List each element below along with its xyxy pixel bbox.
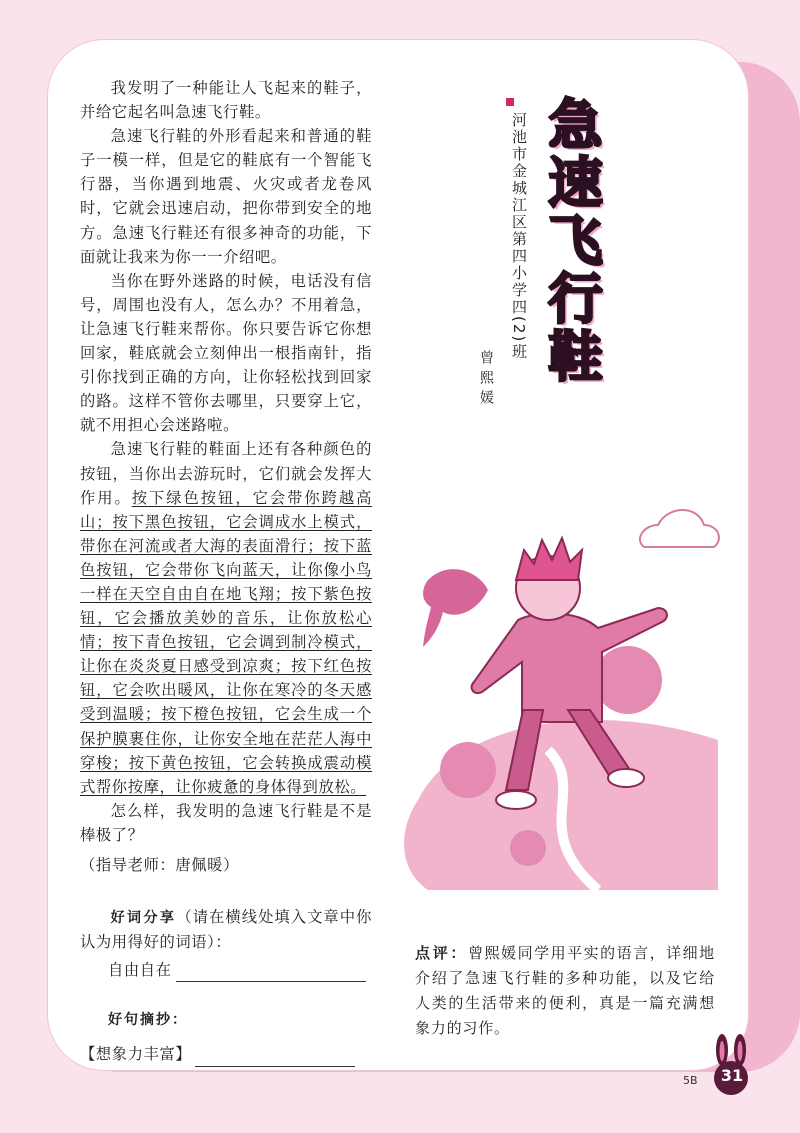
paragraph-3: 当你在野外迷路的时候，电话没有信号，周围也没有人，怎么办？不用着急，让急速飞行鞋来帮你。你只要告诉它你想回家，鞋底就会立刻伸出一根指南针，指引你找到正确的方向，让你轻松找到回家的路。这样不管你去哪里，只要穿上它，就不用担心会迷路啦。 xyxy=(80,271,372,435)
magazine-logo: 5B xyxy=(683,1074,698,1087)
article-body xyxy=(80,76,372,1067)
shoe-right xyxy=(608,769,644,787)
sentence-blank-line[interactable] xyxy=(195,1048,355,1067)
article-title: 急速飞行鞋 xyxy=(540,96,603,386)
word-share-section xyxy=(80,905,372,982)
bush-right xyxy=(594,646,662,714)
paragraph-5: 怎么样，我发明的急速飞行鞋是不是棒极了？ xyxy=(80,801,372,844)
comment-text: 曾熙媛同学用平实的语言，详细地介绍了急速飞行鞋的多种功能，以及它给人类的生活带来的便利，真是一篇充满想象力的习作。 xyxy=(415,944,715,1037)
underlined-passage: 按下绿色按钮，它会带你跨越高山；按下黑色按钮，它会调成水上模式，带你在河流或者大海的表面滑行；按下蓝色按钮，它会带你飞向蓝天，让你像小鸟一样在天空自由自在地飞翔；按下紫色按钮，它会播放美妙的音乐，让你放松心情；按下青色按钮，它会调到制冷模式，让你在炎炎夏日感受到凉爽；按下红色按钮，它会吹出暖风，让你在寒冷的冬天感受到温暖；按下橙色按钮，它会生成一个保护膜裹住你，让你安全地在茫茫人海中穿梭；按下黄色按钮，它会转换成震动模式帮你按摩，让你疲惫的身体得到放松。 xyxy=(80,488,372,796)
boy-hair xyxy=(516,538,582,580)
paragraph-2: 急速飞行鞋的外形看起来和普通的鞋子一模一样，但是它的鞋底有一个智能飞行器，当你遇到地震、火灾或者龙卷风时，它就会迅速启动，把你带到安全的地方。急速飞行鞋还有很多神奇的功能，下面就让我来为你一一介绍吧。 xyxy=(80,127,372,266)
title-accent-square xyxy=(506,98,514,106)
school-name: 河池市金城江区第四小学四(2)班 xyxy=(510,112,528,361)
teacher-credit: （指导老师：唐佩暖） xyxy=(80,856,239,874)
shoe-left xyxy=(496,791,536,809)
word-blank-line[interactable] xyxy=(176,963,366,982)
word-share-label: 好词分享 xyxy=(110,910,177,927)
paragraph-4-intro: 急速飞行鞋的鞋面上还有各种颜色的按钮，当你出去游玩时，它们就会发挥大作用。 xyxy=(80,440,372,507)
paragraph-4 xyxy=(80,437,372,798)
sentence-fill-row xyxy=(80,1042,372,1066)
paragraph-1: 我发明了一种能让人飞起来的鞋子，并给它起名叫急速飞行鞋。 xyxy=(80,79,372,122)
page-number: 31 xyxy=(720,1066,744,1085)
word-fill-row xyxy=(80,958,372,982)
sentence-tag: 【想象力丰富】 xyxy=(80,1045,192,1064)
bird-shape xyxy=(423,569,488,647)
boy-flying-shoes-illustration xyxy=(398,470,728,900)
teacher-comment xyxy=(415,941,715,1041)
sentence-collect-section xyxy=(80,1008,372,1066)
word-example: 自由自在 xyxy=(108,961,172,980)
bunny-page-badge-icon xyxy=(706,1034,756,1096)
sentence-collect-label: 好句摘抄： xyxy=(108,1012,188,1029)
bush-bottom xyxy=(510,830,546,866)
cloud-shape xyxy=(640,510,719,547)
comment-label: 点评： xyxy=(415,944,469,962)
word-share-prompt xyxy=(80,905,372,954)
bush-left xyxy=(440,742,496,798)
word-share-instruction: （请在横线处填入文章中你认为用得好的词语）： xyxy=(80,908,373,952)
author-name: 曾熙媛 xyxy=(478,350,494,410)
